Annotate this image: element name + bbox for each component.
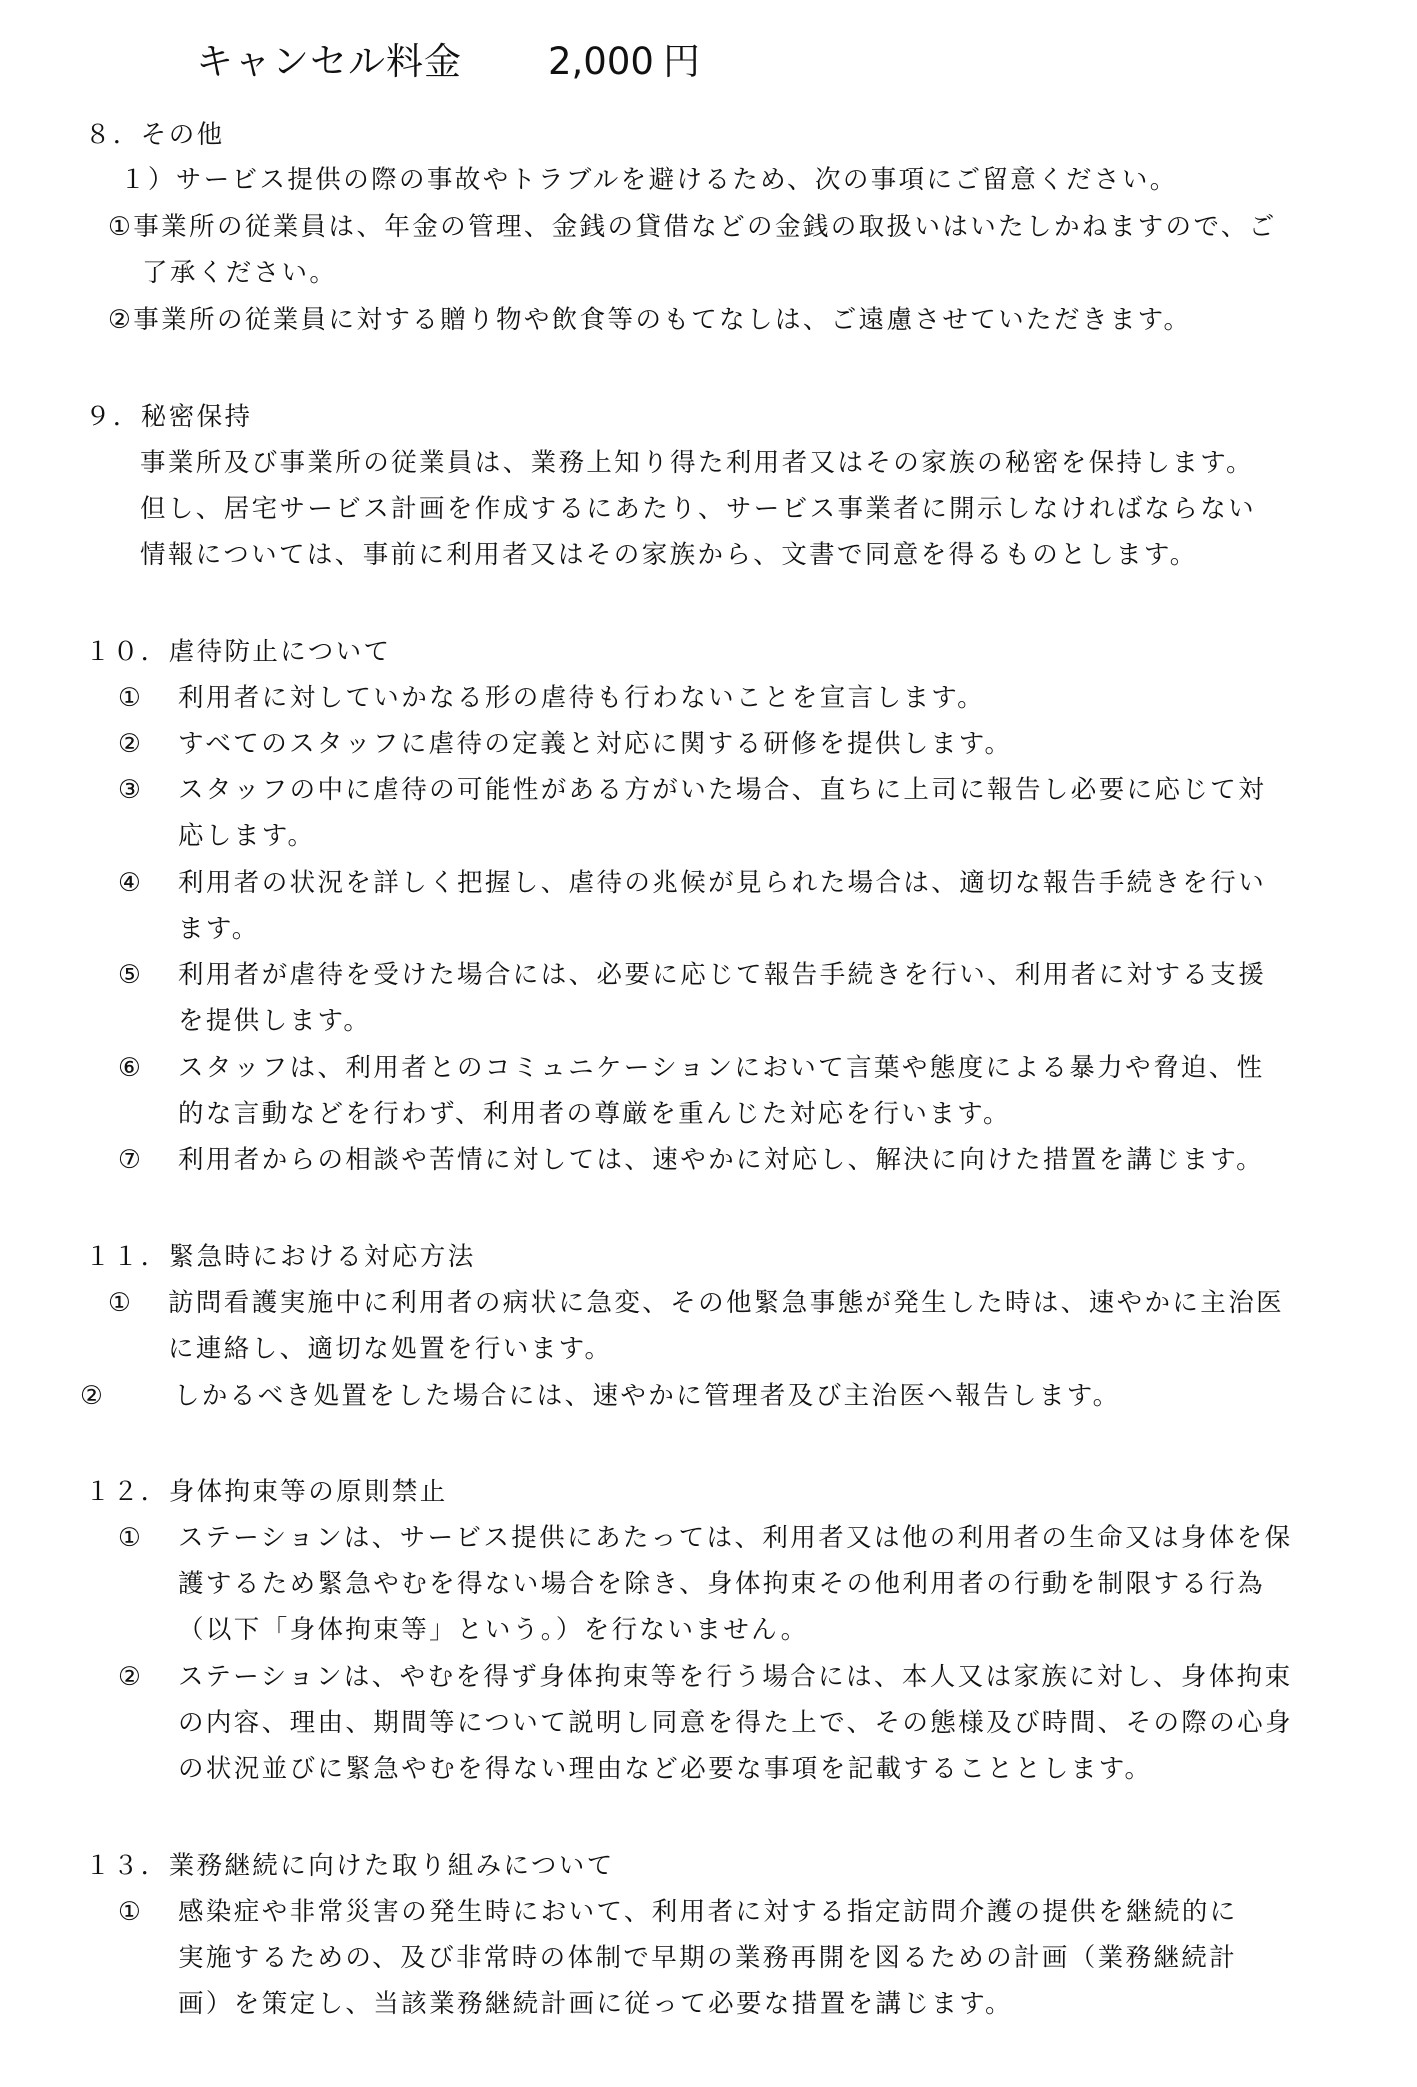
section-9-line-1: 事業所及び事業所の従業員は、業務上知り得た利用者又はその家族の秘密を保持します。 (140, 448, 1254, 478)
section-8-intro: １）サービス提供の際の事故やトラブルを避けるため、次の事項にご留意ください。 (120, 165, 1178, 195)
section-12-item-2-line-1: ステーションは、やむを得ず身体拘束等を行う場合には、本人又は家族に対し、身体拘束 (178, 1662, 1293, 1692)
section-12-item-1-line-1: ステーションは、サービス提供にあたっては、利用者又は他の利用者の生命又は身体を保 (178, 1523, 1293, 1553)
section-10-item-number: ⑤ (118, 960, 141, 990)
section-11-item-1-number: ① (108, 1288, 131, 1318)
section-10-item-7-line-1: 利用者からの相談や苦情に対しては、速やかに対応し、解決に向けた措置を講じます。 (178, 1145, 1265, 1175)
section-9-line-2: 但し、居宅サービス計画を作成するにあたり、サービス事業者に開示しなければならない (140, 494, 1257, 524)
section-13-item-1-line-2: 実施するための、及び非常時の体制で早期の業務再開を図るための計画（業務継続計 (178, 1943, 1238, 1973)
cancel-fee-unit: 円 (663, 40, 700, 83)
section-9-heading: ９．秘密保持 (85, 402, 253, 432)
section-11-item-1-line-1: 訪問看護実施中に利用者の病状に急変、その他緊急事態が発生した時は、速やかに主治医 (168, 1288, 1285, 1318)
section-10-item-1-line-1: 利用者に対していかなる形の虐待も行わないことを宣言します。 (178, 683, 986, 713)
section-10-item-number: ⑥ (118, 1053, 141, 1083)
section-10-heading: １０．虐待防止について (85, 637, 392, 667)
section-9-line-3: 情報については、事前に利用者又はその家族から、文書で同意を得るものとします。 (140, 540, 1198, 570)
section-10-item-2-line-1: すべてのスタッフに虐待の定義と対応に関する研修を提供します。 (178, 729, 1013, 759)
section-12-item-2-number: ② (118, 1662, 141, 1692)
section-12-item-2-line-2: の内容、理由、期間等について説明し同意を得た上で、その態様及び時間、その際の心身 (178, 1708, 1293, 1738)
section-10-item-number: ⑦ (118, 1145, 141, 1175)
section-13-heading: １３．業務継続に向けた取り組みについて (85, 1851, 615, 1881)
section-12-item-1-line-2: 護するため緊急やむを得ない場合を除き、身体拘束その他利用者の行動を制限する行為 (178, 1569, 1266, 1599)
cancel-fee-label: キャンセル料金 (196, 40, 462, 83)
cancel-fee-amount: 2,000 (548, 40, 654, 83)
section-8-item-1-line-2: 了承ください。 (142, 258, 338, 288)
section-10-item-6-line-2: 的な言動などを行わず、利用者の尊厳を重んじた対応を行います。 (178, 1099, 1011, 1129)
section-8-heading: ８．その他 (85, 120, 225, 150)
section-10-item-number: ① (118, 683, 141, 713)
section-11-item-2-line-1: しかるべき処置をした場合には、速やかに管理者及び主治医へ報告します。 (174, 1381, 1121, 1411)
section-10-item-5-line-1: 利用者が虐待を受けた場合には、必要に応じて報告手続きを行い、利用者に対する支援 (178, 960, 1267, 990)
section-10-item-3-line-1: スタッフの中に虐待の可能性がある方がいた場合、直ちに上司に報告し必要に応じて対 (178, 775, 1267, 805)
section-11-item-1-line-2: に連絡し、適切な処置を行います。 (168, 1334, 613, 1364)
section-12-item-2-line-3: の状況並びに緊急やむを得ない理由など必要な事項を記載することとします。 (178, 1754, 1153, 1784)
section-10-item-number: ② (118, 729, 141, 759)
section-13-item-1-line-3: 画）を策定し、当該業務継続計画に従って必要な措置を講じます。 (178, 1989, 1013, 2019)
section-13-item-1-line-1: 感染症や非常災害の発生時において、利用者に対する指定訪問介護の提供を継続的に (178, 1897, 1238, 1927)
section-12-item-1-number: ① (118, 1523, 141, 1553)
section-13-item-1-number: ① (118, 1897, 141, 1927)
section-12-item-1-line-3: （以下「身体拘束等」という。）を行ないません。 (178, 1615, 809, 1645)
section-10-item-4-line-1: 利用者の状況を詳しく把握し、虐待の兆候が見られた場合は、適切な報告手続きを行い (178, 868, 1267, 898)
section-8-item-1-line-1: ①事業所の従業員は、年金の管理、金銭の貸借などの金銭の取扱いはいたしかねますので、ご (108, 212, 1277, 242)
section-10-item-number: ④ (118, 868, 141, 898)
section-10-item-5-line-2: を提供します。 (178, 1006, 372, 1036)
section-11-item-2-number: ② (80, 1381, 103, 1411)
section-10-item-4-line-2: ます。 (178, 914, 260, 944)
section-10-item-6-line-1: スタッフは、利用者とのコミュニケーションにおいて言葉や態度による暴力や脅迫、性 (178, 1053, 1265, 1083)
section-11-heading: １１．緊急時における対応方法 (85, 1242, 476, 1272)
section-10-item-number: ③ (118, 775, 141, 805)
section-8-item-2: ②事業所の従業員に対する贈り物や飲食等のもてなしは、ご遠慮させていただきます。 (108, 305, 1192, 335)
section-12-heading: １２．身体拘束等の原則禁止 (85, 1477, 448, 1507)
section-10-item-3-line-2: 応します。 (178, 821, 316, 851)
